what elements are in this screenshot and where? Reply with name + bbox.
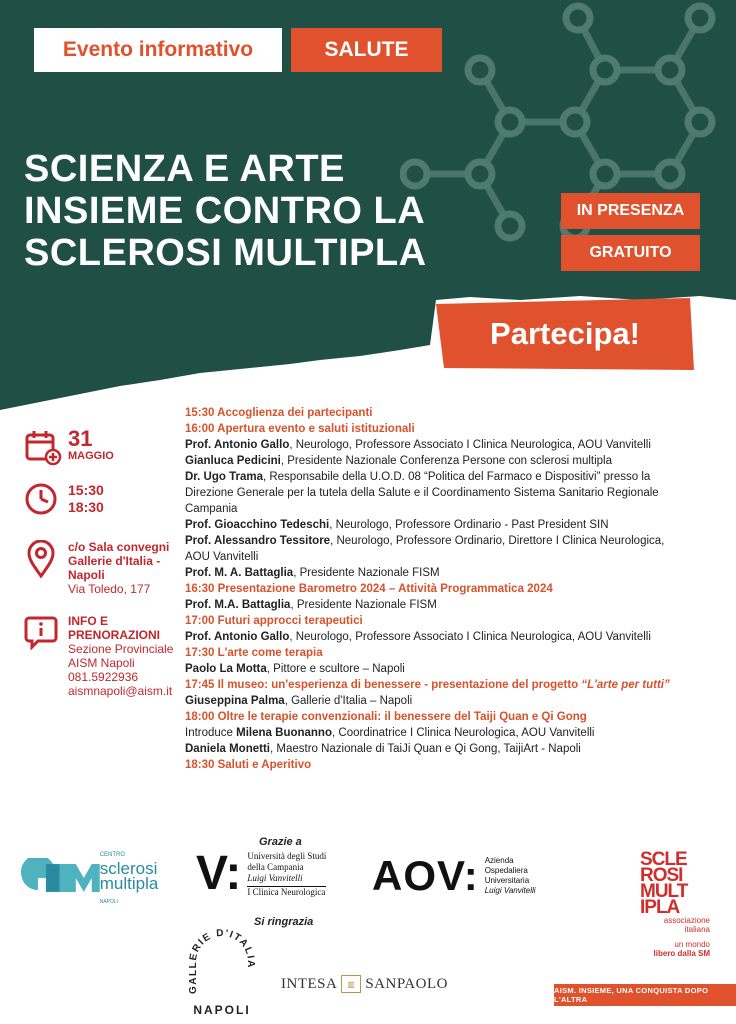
gallerie-italia-logo bbox=[188, 928, 256, 1020]
program-item: 17:30 L'arte come terapia bbox=[185, 647, 323, 659]
program-speaker bbox=[185, 437, 685, 453]
speaker-name: Prof. Gioacchino Tedeschi bbox=[185, 519, 330, 531]
speaker-name: Prof. Alessandro Tessitore bbox=[185, 535, 331, 547]
sm-claim-2: libero dalla SM bbox=[653, 949, 710, 958]
date-month: MAGGIO bbox=[68, 450, 114, 462]
v-line-4: I Clinica Neurologica bbox=[247, 886, 326, 897]
info-org: AISM Napoli bbox=[68, 656, 135, 670]
svg-text:GALLERIE D'ITALIA bbox=[188, 928, 256, 994]
title-line-3: SCLEROSI MULTIPLA bbox=[24, 232, 427, 274]
v-line-3: Luigi Vanvitelli bbox=[247, 872, 303, 883]
program-item: 15:30 Accoglienza dei partecipanti bbox=[185, 407, 373, 419]
clock-icon bbox=[24, 482, 62, 520]
aism-logo bbox=[640, 849, 710, 958]
program-item: 18:30 Saluti e Aperitivo bbox=[185, 759, 312, 771]
event-title bbox=[24, 148, 494, 274]
partecipa-button[interactable] bbox=[436, 298, 694, 370]
speaker-name: Prof. M.A. Battaglia bbox=[185, 599, 291, 611]
program-speaker bbox=[185, 453, 685, 469]
vanvitelli-university-logo bbox=[196, 847, 327, 900]
speaker-role: , Presidente Nazionale FISM bbox=[290, 599, 437, 611]
centro-sclerosi-multipla-logo bbox=[18, 851, 180, 905]
speaker-role: , Maestro Nazionale di TaiJi Quan e Qi Gong, TaijiArt - Napoli bbox=[269, 743, 581, 755]
program-speaker bbox=[185, 469, 685, 517]
speaker-role: , Neurologo, Professore Ordinario - Past President SIN bbox=[329, 519, 609, 531]
aov-logo bbox=[372, 853, 536, 899]
intesa-mark-icon: ▥ bbox=[341, 975, 361, 993]
program-speaker bbox=[185, 693, 685, 709]
speaker-role: , Neurologo, Professore Associato I Clinica Neurologica, AOU Vanvitelli bbox=[289, 631, 651, 643]
thanks-label: Grazie a bbox=[259, 836, 302, 848]
v-line-1: Università degli Studi bbox=[247, 850, 327, 861]
sm-word-2: ROSI bbox=[640, 865, 683, 886]
place-address: Via Toledo, 177 bbox=[68, 582, 151, 596]
place-line-1: c/o Sala convegni bbox=[68, 540, 170, 554]
speaker-name: Gianluca Pedicini bbox=[185, 455, 281, 467]
program-item: 16:00 Apertura evento e saluti istituzionali bbox=[185, 423, 415, 435]
speaker-name: Prof. M. A. Battaglia bbox=[185, 567, 294, 579]
partecipa-label: Partecipa! bbox=[490, 316, 640, 351]
place-line-2: Gallerie d'Italia - bbox=[68, 554, 161, 568]
csm-small: CENTRO bbox=[99, 851, 126, 858]
gallerie-arch bbox=[188, 928, 256, 998]
speaker-role: , Responsabile della U.O.D. 08 “Politica del Farmaco e Dispositivi” presso la Direzione Generale per la tutela della Salute e il Coordinamento Sistema Sanitario Regionale Campania bbox=[185, 471, 659, 515]
speaker-name: Daniela Monetti bbox=[185, 743, 270, 755]
calendar-icon bbox=[24, 428, 62, 466]
gallerie-city: NAPOLI bbox=[193, 1003, 251, 1017]
time-end: 18:30 bbox=[68, 499, 104, 515]
csm-logo-mark bbox=[18, 858, 102, 898]
time-start: 15:30 bbox=[68, 482, 104, 498]
aov-line-4: Luigi Vanvitelli bbox=[484, 886, 536, 895]
info-title-2: PRENORAZIONI bbox=[68, 628, 161, 642]
speaker-name: Paolo La Motta bbox=[185, 663, 267, 675]
speaker-role: , Presidente Nazionale Conferenza Persone con sclerosi multipla bbox=[280, 455, 612, 467]
gallerie-top-text: GALLERIE D'ITALIA bbox=[188, 928, 256, 994]
info-bubble-icon bbox=[24, 614, 62, 652]
place-line-3: Napoli bbox=[68, 568, 105, 582]
aov-line-3: Universitaria bbox=[484, 876, 530, 885]
speaker-name: Prof. Antonio Gallo bbox=[185, 631, 290, 643]
sm-claim-1: un mondo bbox=[674, 940, 710, 949]
intesa-sanpaolo-logo bbox=[281, 975, 448, 993]
acknowledgement-label: Si ringrazia bbox=[254, 916, 314, 928]
v-logo-mark: V: bbox=[196, 847, 242, 900]
v-line-2: della Campania bbox=[247, 861, 304, 872]
intesa-right: SANPAOLO bbox=[365, 975, 448, 992]
program-speaker bbox=[185, 629, 685, 645]
csm-line-2: multipla bbox=[99, 873, 159, 893]
sm-assoc-2: italiana bbox=[684, 925, 710, 934]
event-place bbox=[24, 540, 169, 596]
tag-evento-informativo: Evento informativo bbox=[34, 28, 282, 72]
speaker-intro: Introduce bbox=[185, 727, 237, 739]
speaker-role: , Pittore e scultore – Napoli bbox=[266, 663, 405, 675]
speaker-role: , Neurologo, Professore Associato I Clinica Neurologica, AOU Vanvitelli bbox=[289, 439, 651, 451]
sm-assoc-1: associazione bbox=[663, 916, 710, 925]
event-time bbox=[24, 482, 104, 520]
program-speaker bbox=[185, 661, 685, 677]
speaker-name: Milena Buonanno bbox=[236, 727, 332, 739]
sm-word-3: MULT bbox=[640, 881, 688, 902]
aov-logo-mark: AOV: bbox=[372, 852, 479, 899]
speaker-role: , Coordinatrice I Clinica Neurologica, AOU Vanvitelli bbox=[332, 727, 595, 739]
program-item bbox=[185, 677, 685, 693]
program-speaker bbox=[185, 517, 685, 533]
speaker-role: , Neurologo, Professore Ordinario, Direttore I Clinica Neurologica, AOU Vanvitelli bbox=[185, 535, 665, 563]
speaker-name: Prof. Antonio Gallo bbox=[185, 439, 290, 451]
info-contacts bbox=[24, 614, 173, 698]
program-item: 17:00 Futuri approcci terapeutici bbox=[185, 615, 363, 627]
program-item: 16:30 Presentazione Barometro 2024 – Attività Programmatica 2024 bbox=[185, 583, 553, 595]
speaker-role: , Presidente Nazionale FISM bbox=[293, 567, 440, 579]
program-speaker bbox=[185, 725, 685, 741]
speaker-name: Giuseppina Palma bbox=[185, 695, 285, 707]
speaker-role: , Gallerie d'Italia – Napoli bbox=[284, 695, 413, 707]
info-title-1: INFO E bbox=[68, 614, 109, 628]
title-line-1: SCIENZA E ARTE bbox=[24, 148, 345, 190]
program-item-text: 17:45 Il museo: un'esperienza di benessere - presentazione del progetto bbox=[185, 679, 582, 691]
program-item: 18:00 Oltre le terapie convenzionali: il benessere del Taiji Quan e Qi Gong bbox=[185, 711, 587, 723]
info-email[interactable]: aismnapoli@aism.it bbox=[68, 684, 173, 698]
aism-slogan-banner: AISM. INSIEME, UNA CONQUISTA DOPO L'ALTRA bbox=[554, 984, 736, 1006]
aov-line-2: Ospedaliera bbox=[484, 866, 528, 875]
title-line-2: INSIEME CONTRO LA bbox=[24, 190, 426, 232]
aov-line-1: Azienda bbox=[484, 856, 514, 865]
event-date bbox=[24, 428, 114, 466]
speaker-name: Dr. Ugo Trama bbox=[185, 471, 263, 483]
program-speaker bbox=[185, 597, 685, 613]
program-speaker bbox=[185, 741, 685, 757]
badge-gratuito: GRATUITO bbox=[561, 235, 700, 271]
info-phone[interactable]: 081.5922936 bbox=[68, 670, 139, 684]
sm-word-4: IPLA bbox=[640, 897, 680, 918]
csm-city: NAPOLI bbox=[99, 898, 119, 905]
program-project-title: “L'arte per tutti” bbox=[581, 679, 670, 691]
badge-in-presenza: IN PRESENZA bbox=[561, 193, 700, 229]
tag-salute: SALUTE bbox=[291, 28, 442, 72]
info-section: Sezione Provinciale bbox=[68, 642, 174, 656]
program-speaker bbox=[185, 533, 685, 565]
program-speaker bbox=[185, 565, 685, 581]
program-list bbox=[185, 405, 685, 773]
date-day: 31 bbox=[68, 426, 93, 451]
csm-line-1: sclerosi bbox=[99, 858, 158, 878]
location-pin-icon bbox=[24, 540, 62, 578]
intesa-left: INTESA bbox=[281, 975, 338, 992]
sm-word-1: SCLE bbox=[640, 849, 687, 870]
